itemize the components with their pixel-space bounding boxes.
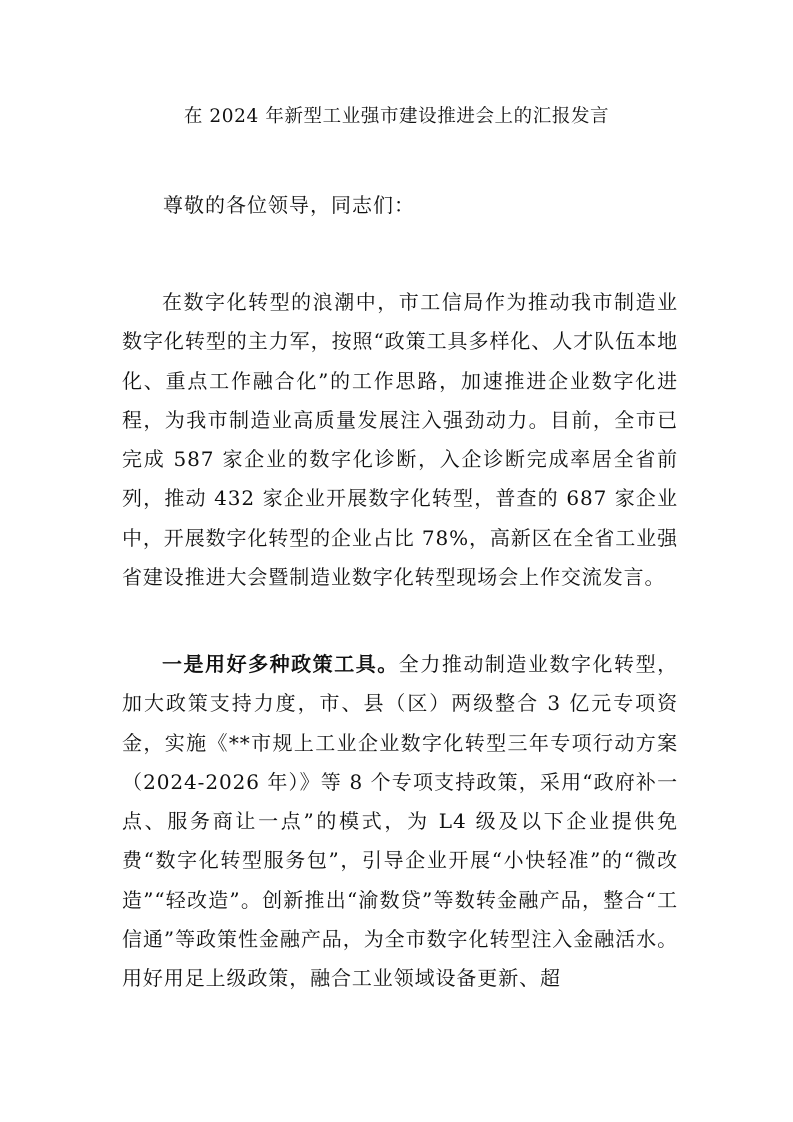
paragraph-intro-text: 在数字化转型的浪潮中，市工信局作为推动我市制造业数字化转型的主力军，按照“政策工具多样化、人才队伍本地化、重点工作融合化”的工作思路，加速推进企业数字化进程，为我市制造业高质量发展注入强劲动力。目前，全市已完成 587 家企业的数字化诊断，入企诊断完成率居全省前列，推动 432 家企业开展数字化转型，普查的 687 家企业中，开展数字化转型的企业占比 78%，高新区在全省工业强省建设推进大会暨制造业数字化转型现场会上作交流发言。 bbox=[122, 290, 679, 590]
paragraph-intro bbox=[122, 283, 678, 597]
paragraph-policy-tools bbox=[122, 645, 678, 999]
paragraph-policy-tools-text: 全力推动制造业数字化转型，加大政策支持力度，市、县（区）两级整合 3 亿元专项资金，实施《**市规上工业企业数字化转型三年专项行动方案（2024-2026 年）》等 8 个专项支持政策，采用“政府补一点、服务商让一点”的模式，为 L4 级及以下企业提供免费“数字化转型服务包”，引导企业开展“小快轻准”的“微改造”“轻改造”。创新推出“渝数贷”等数转金融产品，整合“工信通”等政策性金融产品，为全市数字化转型注入金融活水。用好用足上级政策，融合工业领域设备更新、超 bbox=[122, 652, 679, 991]
paragraph-policy-tools-lead: 一是用好多种政策工具。 bbox=[162, 652, 399, 676]
salutation: 尊敬的各位领导，同志们： bbox=[163, 193, 415, 217]
document-title: 在 2024 年新型工业强市建设推进会上的汇报发言 bbox=[183, 106, 610, 127]
